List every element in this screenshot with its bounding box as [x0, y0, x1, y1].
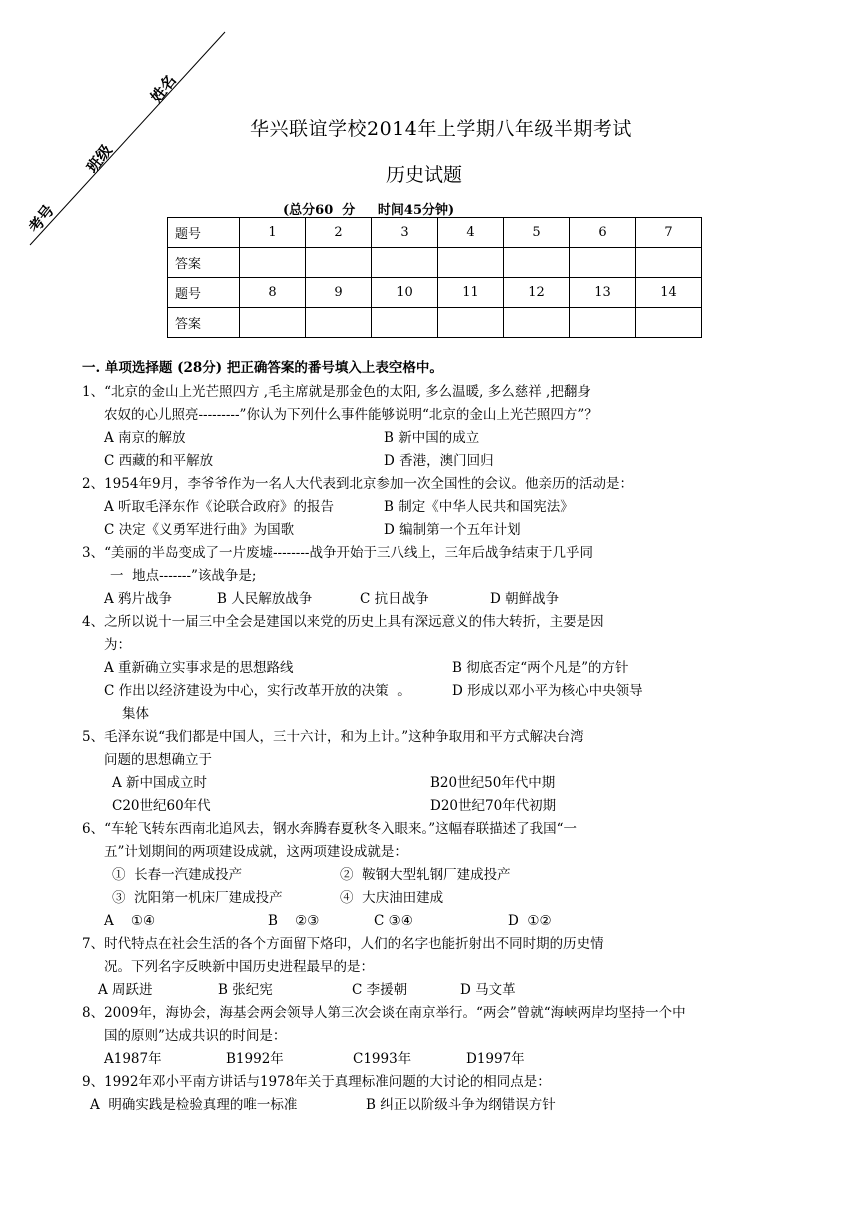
option-b: B1992年 — [226, 1051, 284, 1067]
option-c: C 作出以经济建设为中心，实行改革开放的决策 。 — [104, 683, 411, 699]
option-d: D ①② — [508, 913, 552, 929]
item-2: ② 鞍钢大型轧钢厂建成投产 — [340, 867, 511, 883]
option-a: A 南京的解放 — [104, 430, 186, 446]
question-6-stem: 6、“车轮飞转东西南北追风去，钢水奔腾春夏秋冬入眼来。”这幅春联描述了我国“一 — [82, 821, 578, 837]
question-5-stem: 问题的思想确立于 — [104, 752, 212, 768]
answer-cell[interactable] — [438, 308, 504, 338]
row-label: 答案 — [168, 248, 240, 278]
question-7-stem: 况。下列名字反映新中国历史进程最早的是： — [104, 959, 374, 975]
item-4: ④ 大庆油田建成 — [340, 890, 444, 906]
option-c: C ③④ — [374, 913, 413, 929]
option-c: C 西藏的和平解放 — [104, 453, 214, 469]
option-c: C20世纪60年代 — [112, 798, 211, 814]
seal-banji: 班级 — [83, 141, 116, 177]
question-number: 4 — [438, 218, 504, 248]
answer-cell[interactable] — [240, 248, 306, 278]
question-number: 8 — [240, 278, 306, 308]
question-1-stem: 农奴的心儿照亮---------”你认为下列什么事件能够说明“北京的金山上光芒照四方”？ — [104, 407, 598, 423]
seal-xingming: 姓名 — [147, 71, 180, 107]
option-c: C 李援朝 — [352, 982, 408, 998]
question-8-stem: 8、2009年，海协会，海基会两会领导人第三次会谈在南京举行。“两会”曾就“海峡两岸均坚持一个中 — [82, 1005, 686, 1021]
question-1-stem: 1、“北京的金山上光芒照四方 ,毛主席就是那金色的太阳, 多么温暖, 多么慈祥 ,把翻身 — [82, 384, 591, 400]
exam-info: (总分60 分 时间45分钟) — [283, 203, 455, 218]
option-b: B20世纪50年代中期 — [430, 775, 556, 791]
table-row — [168, 218, 702, 248]
option-a: A 周跃进 — [98, 982, 153, 998]
answer-cell[interactable] — [570, 308, 636, 338]
option-a: A1987年 — [104, 1051, 162, 1067]
answer-cell[interactable] — [372, 248, 438, 278]
question-3-stem: 3、“美丽的半岛变成了一片废墟--------战争开始于三八线上，三年后战争结束于几乎同 — [82, 545, 593, 561]
option-a: A 新中国成立时 — [112, 775, 208, 791]
table-row — [168, 248, 702, 278]
section-heading: 一. 单项选择题 (28分) 把正确答案的番号填入上表空格中。 — [82, 360, 443, 376]
answer-cell[interactable] — [240, 308, 306, 338]
option-c: C 决定《义勇军进行曲》为国歌 — [104, 522, 295, 538]
answer-cell[interactable] — [636, 308, 702, 338]
option-a: A 重新确立实事求是的思想路线 — [104, 660, 294, 676]
question-8-stem: 国的原则”达成共识的时间是： — [104, 1028, 287, 1044]
question-6-stem: 五”计划期间的两项建设成就，这两项建设成就是： — [104, 844, 408, 860]
question-number: 11 — [438, 278, 504, 308]
answer-cell[interactable] — [636, 248, 702, 278]
answer-cell[interactable] — [372, 308, 438, 338]
question-3-stem: 一 地点-------”该战争是; — [110, 568, 257, 584]
question-5-stem: 5、毛泽东说“我们都是中国人，三十六计，和为上计。”这种争取用和平方式解决台湾 — [82, 729, 584, 745]
table-row — [168, 278, 702, 308]
answer-cell[interactable] — [504, 308, 570, 338]
option-b: B ②③ — [268, 913, 320, 929]
row-label: 题号 — [168, 218, 240, 248]
question-number: 10 — [372, 278, 438, 308]
option-d: D20世纪70年代初期 — [430, 798, 557, 814]
answer-cell[interactable] — [504, 248, 570, 278]
question-number: 12 — [504, 278, 570, 308]
item-1: ① 长春一汽建成投产 — [112, 867, 243, 883]
option-c: C1993年 — [353, 1051, 412, 1067]
row-label: 答案 — [168, 308, 240, 338]
item-3: ③ 沈阳第一机床厂建成投产 — [112, 890, 283, 906]
option-b: B 制定《中华人民共和国宪法》 — [384, 499, 574, 515]
table-row — [168, 308, 702, 338]
option-c: C 抗日战争 — [360, 591, 429, 607]
question-4-stem: 为： — [104, 637, 131, 653]
option-b: B 彻底否定“两个凡是”的方针 — [452, 660, 629, 676]
question-number: 14 — [636, 278, 702, 308]
question-number: 1 — [240, 218, 306, 248]
question-number: 7 — [636, 218, 702, 248]
question-2-stem: 2、1954年9月，李爷爷作为一名人大代表到北京参加一次全国性的会议。他亲历的活动是： — [82, 476, 634, 492]
question-number: 13 — [570, 278, 636, 308]
answer-cell[interactable] — [570, 248, 636, 278]
question-number: 9 — [306, 278, 372, 308]
option-d: D1997年 — [466, 1051, 525, 1067]
question-number: 5 — [504, 218, 570, 248]
question-9-stem: 9、1992年邓小平南方讲话与1978年关于真理标准问题的大讨论的相同点是： — [82, 1074, 551, 1090]
answer-cell[interactable] — [438, 248, 504, 278]
option-d: D 朝鲜战争 — [490, 591, 560, 607]
answer-cell[interactable] — [306, 248, 372, 278]
seal-kaohao: 考号 — [25, 201, 58, 237]
option-d: D 形成以邓小平为核心中央领导 — [452, 683, 643, 699]
answer-cell[interactable] — [306, 308, 372, 338]
question-4-stem: 4、之所以说十一届三中全会是建国以来党的历史上具有深远意义的伟大转折，主要是因 — [82, 614, 604, 630]
option-b: B 人民解放战争 — [217, 591, 313, 607]
option-a: A 鸦片战争 — [104, 591, 173, 607]
option-a: A 明确实践是检验真理的唯一标准 — [90, 1097, 298, 1113]
row-label: 题号 — [168, 278, 240, 308]
option-d: D 编制第一个五年计划 — [384, 522, 521, 538]
exam-subtitle: 历史试题 — [386, 164, 463, 186]
option-d: D 香港，澳门回归 — [384, 453, 494, 469]
question-number: 3 — [372, 218, 438, 248]
question-number: 6 — [570, 218, 636, 248]
option-b: B 新中国的成立 — [384, 430, 480, 446]
answer-table — [167, 217, 702, 338]
option-b: B 纠正以阶级斗争为纲错误方针 — [366, 1097, 556, 1113]
option-d: 集体 — [122, 706, 149, 722]
option-a: A 听取毛泽东作《论联合政府》的报告 — [104, 499, 335, 515]
exam-title: 华兴联谊学校2014年上学期八年级半期考试 — [250, 118, 632, 140]
question-number: 2 — [306, 218, 372, 248]
option-d: D 马文革 — [460, 982, 516, 998]
question-7-stem: 7、时代特点在社会生活的各个方面留下烙印，人们的名字也能折射出不同时期的历史情 — [82, 936, 604, 952]
option-a: A ①④ — [104, 913, 156, 929]
option-b: B 张纪宪 — [218, 982, 273, 998]
